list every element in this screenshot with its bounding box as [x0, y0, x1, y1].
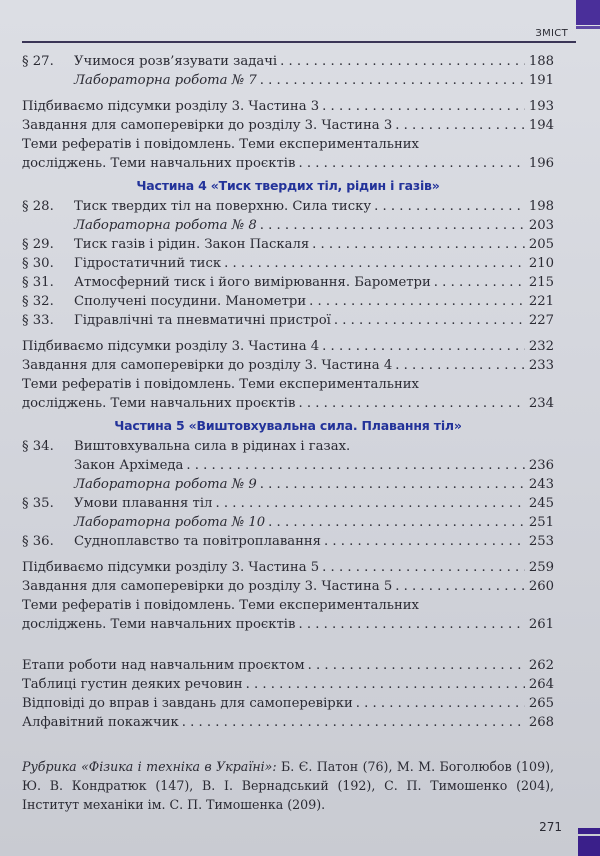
page-ref: 203: [528, 218, 554, 233]
toc-entry-multiline[interactable]: [22, 375, 554, 413]
page-ref: 205: [528, 237, 554, 252]
page-ref: 210: [528, 256, 554, 271]
running-header: ЗМІСТ: [535, 28, 568, 39]
toc-entry-multiline[interactable]: [22, 437, 554, 475]
entry-title: Умови плавання тіл: [74, 496, 213, 511]
page-ref: 236: [528, 458, 554, 473]
entry-title: Підбиваємо підсумки розділу 3. Частина 3: [22, 99, 320, 114]
page-ref: 265: [528, 696, 554, 711]
entry-title: Лабораторна робота № 7: [74, 73, 257, 88]
leader-dots: [260, 71, 525, 90]
entry-title: Лабораторна робота № 9: [74, 477, 257, 492]
rubric-text: Б. Є. Патон (76), М. М. Боголюбов (109), Ю. В. Кондратюк (147), В. І. Вернадський (192), С. П. Тимошенко (204), Інститут механіки ім. С. П. Тимошенка (209).: [22, 759, 554, 812]
leader-dots: [322, 337, 525, 356]
toc-entry[interactable]: [22, 292, 554, 311]
leader-dots: [334, 311, 525, 330]
entry-title: Тиск газів і рідин. Закон Паскаля: [74, 237, 310, 252]
entry-title: Завдання для самоперевірки до розділу 3. Частина 5: [22, 579, 393, 594]
toc-entry[interactable]: [22, 494, 554, 513]
toc-entry[interactable]: [22, 311, 554, 330]
leader-dots: [356, 694, 525, 713]
section-number: § 31.: [22, 275, 54, 290]
entry-title: Судноплавство та повітроплавання: [74, 534, 322, 549]
entry-title: Відповіді до вправ і завдань для самоперевірки: [22, 696, 353, 711]
leader-dots: [434, 273, 525, 292]
entry-title-line1: Теми рефератів і повідомлень. Теми експериментальних: [22, 598, 419, 613]
entry-title-line2: досліджень. Теми навчальних проєктів: [22, 396, 296, 411]
entry-title: Підбиваємо підсумки розділу 3. Частина 5: [22, 560, 320, 575]
page-ref: 193: [528, 99, 554, 114]
page-ref: 261: [528, 617, 554, 632]
leader-dots: [374, 197, 525, 216]
header-rule: [22, 41, 576, 43]
toc-entry[interactable]: [22, 532, 554, 551]
toc-entry[interactable]: [22, 235, 554, 254]
entry-title-line1: Теми рефератів і повідомлень. Теми експериментальних: [22, 137, 419, 152]
toc-entry[interactable]: [22, 197, 554, 216]
entry-title-line2: досліджень. Теми навчальних проєктів: [22, 617, 296, 632]
rubric-note: [22, 757, 554, 814]
leader-dots: [182, 713, 525, 732]
entry-title: Підбиваємо підсумки розділу 3. Частина 4: [22, 339, 320, 354]
leader-dots: [395, 577, 525, 596]
page-ref: 188: [528, 54, 554, 69]
leader-dots: [298, 394, 525, 413]
toc-entry[interactable]: [22, 116, 554, 135]
page-ref: 194: [528, 118, 554, 133]
section-number: § 30.: [22, 256, 54, 271]
entry-title: Алфавітний покажчик: [22, 715, 179, 730]
entry-title: Лабораторна робота № 10: [74, 515, 266, 530]
entry-title: Тиск твердих тіл на поверхню. Сила тиску: [74, 199, 372, 214]
page-ref: 262: [528, 658, 554, 673]
entry-title: Етапи роботи над навчальним проєктом: [22, 658, 305, 673]
entry-title-line1: Теми рефератів і повідомлень. Теми експериментальних: [22, 377, 419, 392]
section-number: § 33.: [22, 313, 54, 328]
leader-dots: [395, 356, 525, 375]
chapter-tab-strip: [576, 26, 600, 29]
leader-dots: [260, 216, 525, 235]
page-ref: 251: [528, 515, 554, 530]
leader-dots: [298, 615, 525, 634]
leader-dots: [246, 675, 525, 694]
toc-entry-appendix[interactable]: [22, 656, 554, 675]
chapter-tab-marker: [576, 0, 600, 25]
page-ref: 221: [528, 294, 554, 309]
entry-title: Гідростатичний тиск: [74, 256, 222, 271]
page-ref: 196: [528, 156, 554, 171]
page-ref: 243: [528, 477, 554, 492]
entry-title: Сполучені посудини. Манометри: [74, 294, 307, 309]
entry-title: Лабораторна робота № 8: [74, 218, 257, 233]
section-number: § 27.: [22, 54, 54, 69]
table-of-contents: [22, 52, 554, 732]
page-ref: 227: [528, 313, 554, 328]
toc-entry-appendix[interactable]: [22, 694, 554, 713]
leader-dots: [260, 475, 525, 494]
entry-title: Завдання для самоперевірки до розділу 3. Частина 3: [22, 118, 393, 133]
leader-dots: [395, 116, 525, 135]
toc-entry-lab[interactable]: [22, 216, 554, 235]
entry-title-line2: Закон Архімеда: [74, 458, 184, 473]
chapter-tab-strip-bottom: [578, 828, 600, 834]
page-ref: 233: [528, 358, 554, 373]
leader-dots: [215, 494, 525, 513]
part-5-heading[interactable]: Частина 5 «Виштовхувальна сила. Плавання тіл»: [114, 418, 462, 433]
leader-dots: [322, 558, 525, 577]
toc-entry[interactable]: [22, 97, 554, 116]
chapter-tab-marker-bottom: [578, 836, 600, 856]
toc-entry[interactable]: [22, 254, 554, 273]
rubric-label: Рубрика «Фізика і техніка в Україні»:: [22, 759, 277, 774]
toc-entry[interactable]: [22, 558, 554, 577]
toc-entry-appendix[interactable]: [22, 713, 554, 732]
page-number: 271: [539, 820, 562, 834]
toc-entry[interactable]: [22, 52, 554, 71]
page-ref: 260: [528, 579, 554, 594]
leader-dots: [309, 292, 525, 311]
page-ref: 198: [528, 199, 554, 214]
leader-dots: [280, 52, 525, 71]
toc-entry[interactable]: [22, 577, 554, 596]
leader-dots: [308, 656, 525, 675]
section-number: § 35.: [22, 496, 54, 511]
section-number: § 32.: [22, 294, 54, 309]
leader-dots: [322, 97, 525, 116]
page-ref: 245: [528, 496, 554, 511]
page-ref: 191: [528, 73, 554, 88]
section-number: § 28.: [22, 199, 54, 214]
section-number: § 29.: [22, 237, 54, 252]
leader-dots: [324, 532, 525, 551]
entry-title-line1: Виштовхувальна сила в рідинах і газах.: [74, 439, 351, 454]
toc-entry[interactable]: [22, 337, 554, 356]
leader-dots: [186, 456, 525, 475]
toc-entry-lab[interactable]: [22, 475, 554, 494]
toc-entry-multiline[interactable]: [22, 596, 554, 634]
toc-entry-lab[interactable]: [22, 513, 554, 532]
entry-title-line2: досліджень. Теми навчальних проєктів: [22, 156, 296, 171]
entry-title: Учимося розв’язувати задачі: [74, 54, 278, 69]
leader-dots: [268, 513, 525, 532]
section-number: § 36.: [22, 534, 54, 549]
leader-dots: [312, 235, 525, 254]
toc-entry-lab[interactable]: [22, 71, 554, 90]
entry-title: Завдання для самоперевірки до розділу 3. Частина 4: [22, 358, 393, 373]
leader-dots: [224, 254, 525, 273]
toc-entry[interactable]: [22, 273, 554, 292]
page-ref: 234: [528, 396, 554, 411]
page-ref: 232: [528, 339, 554, 354]
page-ref: 268: [528, 715, 554, 730]
page-ref: 215: [528, 275, 554, 290]
page-ref: 253: [528, 534, 554, 549]
toc-entry[interactable]: [22, 356, 554, 375]
toc-entry-appendix[interactable]: [22, 675, 554, 694]
toc-entry-multiline[interactable]: [22, 135, 554, 173]
page-ref: 259: [528, 560, 554, 575]
leader-dots: [298, 154, 525, 173]
part-4-heading[interactable]: Частина 4 «Тиск твердих тіл, рідин і газів»: [136, 178, 440, 193]
page-ref: 264: [528, 677, 554, 692]
entry-title: Таблиці густин деяких речовин: [22, 677, 243, 692]
entry-title: Атмосферний тиск і його вимірювання. Барометри: [74, 275, 431, 290]
section-number: § 34.: [22, 439, 54, 454]
entry-title: Гідравлічні та пневматичні пристрої: [74, 313, 331, 328]
